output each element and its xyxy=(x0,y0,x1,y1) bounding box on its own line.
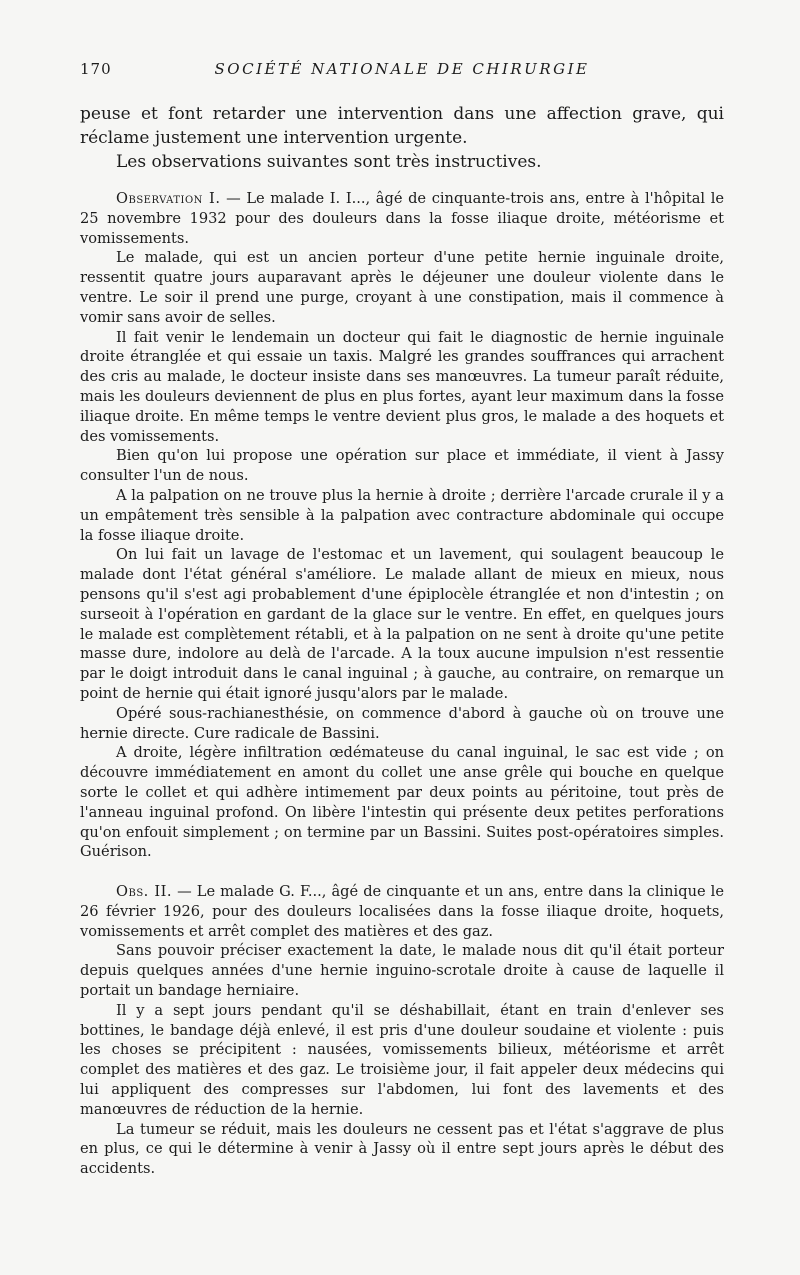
observation-2 xyxy=(80,882,724,1179)
paragraph: peuse et font retarder une intervention dans une affection grave, qui réclame justement une intervention urgente. xyxy=(80,104,724,148)
observation-label: Obs. II. xyxy=(116,883,173,900)
paragraph-text: — Le malade I. I..., âgé de cinquante-trois ans, entre à l'hôpital le 25 novembre 1932 pour des douleurs dans la fosse iliaque droite, météorisme et vomissements. xyxy=(80,190,724,247)
paragraph: Il y a sept jours pendant qu'il se déshabillait, étant en train d'enlever ses bottines, le bandage déjà enlevé, il est pris d'une douleur soudaine et violente : puis les choses se précipitent : nausées, vomissements bilieux, météorisme et arrêt complet des matières et des gaz. Le troisième jour, il fait appeler deux médecins qui lui appliquent des compresses sur l'abdomen, lui font des lavements et des manœuvres de réduction de la hernie. xyxy=(80,1001,724,1118)
paragraph: Il fait venir le lendemain un docteur qui fait le diagnostic de hernie inguinale droite étranglée et qui essaie un taxis. Malgré les grandes souffrances qui arrachent des cris au malade, le docteur insiste dans ses manœuvres. La tumeur paraît réduite, mais les douleurs deviennent de plus en plus fortes, ayant leur maximum dans la fosse iliaque droite. En même temps le ventre devient plus gros, le malade a des hoquets et des vomissements. xyxy=(80,328,724,445)
paragraph xyxy=(80,189,724,248)
running-title: SOCIÉTÉ NATIONALE DE CHIRURGIE xyxy=(214,60,590,78)
observation-1 xyxy=(80,189,724,862)
paragraph: Le malade, qui est un ancien porteur d'une petite hernie inguinale droite, ressentit quatre jours auparavant après le déjeuner une douleur violente dans le ventre. Le soir il prend une purge, croyant à une constipation, mais il commence à vomir sans avoir de selles. xyxy=(80,249,724,326)
paragraph: La tumeur se réduit, mais les douleurs ne cessent pas et l'état s'aggrave de plus en plus, ce qui le détermine à venir à Jassy où il entre sept jours après le début des accidents. xyxy=(80,1120,724,1178)
page-number: 170 xyxy=(80,60,112,78)
observation-label: Observation I. xyxy=(116,190,221,207)
lead-text xyxy=(80,102,724,174)
paragraph: Les observations suivantes sont très instructives. xyxy=(116,152,542,172)
paragraph xyxy=(80,882,724,941)
paragraph: Sans pouvoir préciser exactement la date, le malade nous dit qu'il était porteur depuis quelques années d'une hernie inguino-scrotale droite à cause de laquelle il portait un bandage herniaire. xyxy=(80,942,724,999)
paragraph: Opéré sous-rachianesthésie, on commence d'abord à gauche où on trouve une hernie directe. Cure radicale de Bassini. xyxy=(80,704,724,742)
paragraph: A droite, légère infiltration œdémateuse du canal inguinal, le sac est vide ; on découvre immédiatement en amont du collet une anse grêle qui bouche en quelque sorte le collet et qui adhère intimement par deux points au péritoine, tout près de l'anneau inguinal profond. On libère l'intestin qui présente deux petites perforations qu'on enfouit simplement ; on termine par un Bassini. Suites post-opératoires simples. Guérison. xyxy=(80,744,724,861)
paragraph: A la palpation on ne trouve plus la hernie à droite ; derrière l'arcade crurale il y a un empâtement très sensible à la palpation avec contracture abdominale qui occupe la fosse iliaque droite. xyxy=(80,486,724,544)
paragraph-text: — Le malade G. F..., âgé de cinquante et un ans, entre dans la clinique le 26 février 1926, pour des douleurs localisées dans la fosse iliaque droite, hoquets, vomissements et arrêt complet des matières et des gaz. xyxy=(80,883,724,940)
page-header xyxy=(80,60,724,84)
paragraph: On lui fait un lavage de l'estomac et un lavement, qui soulagent beaucoup le malade dont l'état général s'améliore. Le malade allant de mieux en mieux, nous pensons qu'il s'est agi probablement d'une épiplocèle étranglée et non d'intestin ; on surseoit à l'opération en gardant de la glace sur le ventre. En effet, en quelques jours le malade est complètement rétabli, et à la palpation on ne sent à droite qu'une petite masse dure, indolore au delà de l'arcade. A la toux aucune impulsion n'est ressentie par le doigt introduit dans le canal inguinal ; à gauche, au contraire, on remarque un point de hernie qui était ignoré jusqu'alors par le malade. xyxy=(80,546,724,702)
paragraph: Bien qu'on lui propose une opération sur place et immédiate, il vient à Jassy consulter l'un de nous. xyxy=(80,447,724,485)
